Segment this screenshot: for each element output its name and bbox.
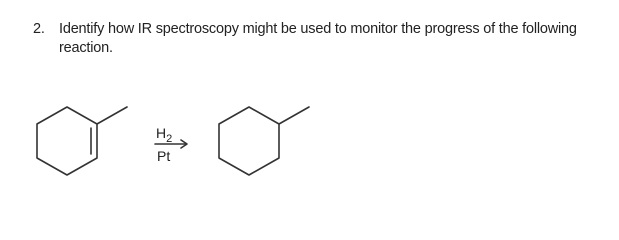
question-number: 2.: [33, 21, 45, 37]
product-structure: [219, 107, 309, 175]
catalyst-label: Pt: [157, 148, 171, 164]
reagent-label: $H_2$: [156, 125, 173, 145]
reactant-methyl-bond: [97, 107, 127, 124]
question-text: Identify how IR spectroscopy might be used to monitor the progress of the following reaction.: [59, 21, 577, 56]
product-methyl-bond: [279, 107, 309, 124]
reactant-structure: [37, 107, 127, 175]
